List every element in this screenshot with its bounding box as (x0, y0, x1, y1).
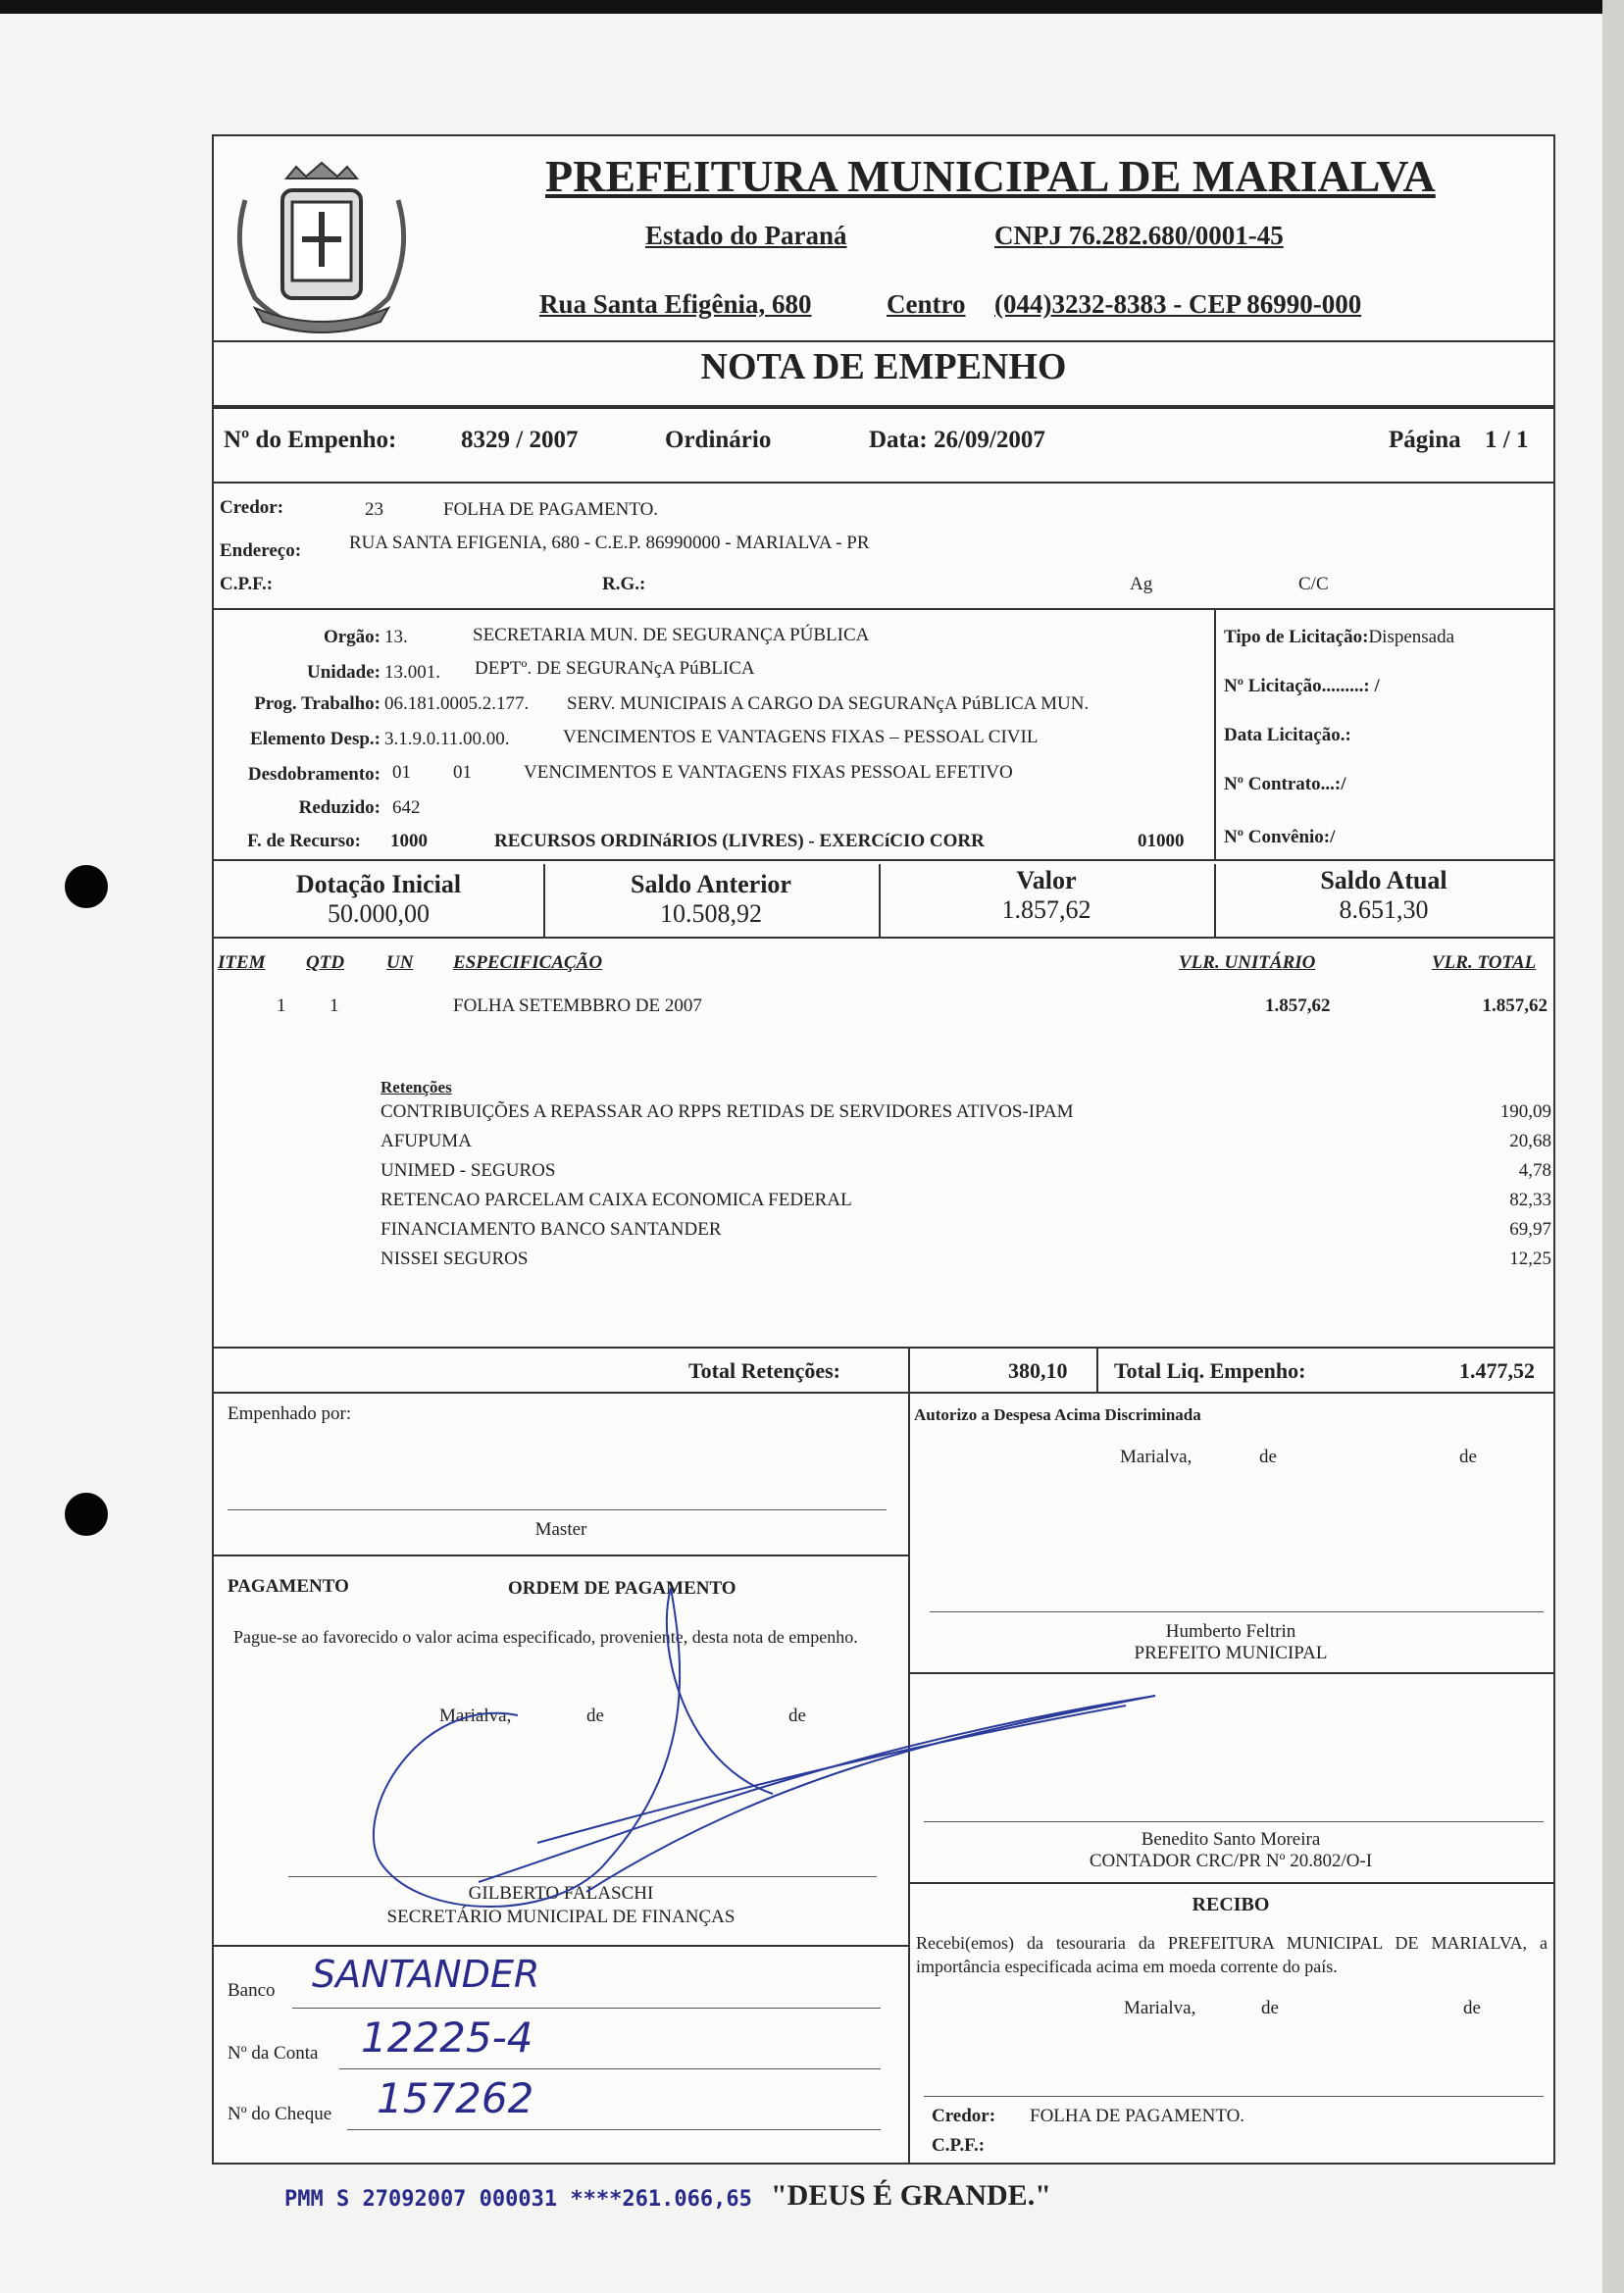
credor-code: 23 (365, 499, 383, 520)
contador-name: Benedito Santo Moreira (1141, 1829, 1321, 1850)
col-qtd: QTD (306, 952, 345, 973)
contador-cargo: CONTADOR CRC/PR Nº 20.802/O-I (1089, 1851, 1373, 1871)
divider (214, 1554, 908, 1556)
cpf-label: C.P.F.: (220, 574, 274, 594)
header-centro: Centro (887, 289, 966, 319)
divider (214, 340, 1553, 342)
autorizo-de: de (1459, 1447, 1477, 1467)
coat-of-arms-icon (226, 161, 418, 335)
desdob-label: Desdobramento: (247, 764, 381, 785)
credor-label: Credor: (220, 497, 284, 518)
empenhado-name: Master (534, 1519, 587, 1540)
col-vlr-total: VLR. TOTAL (1432, 952, 1537, 973)
pagamento-label: PAGAMENTO (228, 1576, 349, 1597)
endereco-value: RUA SANTA EFIGENIA, 680 - C.E.P. 86990000 - MARIALVA - PR (349, 533, 870, 553)
retencoes-title: Retenções (381, 1078, 452, 1096)
saldo-anterior-label: Saldo Anterior (631, 870, 791, 898)
total-liq-label: Total Liq. Empenho: (1114, 1358, 1306, 1383)
punch-hole (65, 1493, 108, 1536)
autorizo-title: Autorizo a Despesa Acima Discriminada (914, 1405, 1201, 1424)
total-retencoes-label: Total Retenções: (688, 1358, 840, 1383)
licitacao-data: Data Licitação.: (1224, 725, 1351, 745)
autorizo-local: Marialva, (1120, 1447, 1193, 1467)
valor (879, 866, 1214, 925)
input-line (292, 2008, 881, 2009)
list-item (381, 1156, 1551, 1186)
signature-scribble (361, 1568, 1165, 1921)
scan-border-top (0, 0, 1624, 14)
retencao-value: 4,78 (1518, 1160, 1551, 1181)
recurso-label: F. de Recurso: (247, 831, 361, 851)
prefeito-name: Humberto Feltrin (1165, 1621, 1296, 1642)
list-item (381, 1245, 1551, 1274)
recibo-credor-label: Credor: (932, 2106, 996, 2126)
recibo-de: de (1261, 1998, 1279, 2018)
cheque-handwritten: 157262 (377, 2074, 534, 2122)
divider (214, 859, 1553, 861)
divider (214, 405, 1553, 409)
col-vlr-unitario: VLR. UNITÁRIO (1179, 952, 1316, 973)
doc-title: NOTA DE EMPENHO (700, 346, 1067, 387)
pagamento-de: de (586, 1706, 604, 1726)
total-retencoes-value: 380,10 (1008, 1358, 1068, 1383)
list-item (381, 1097, 1551, 1127)
divider (1096, 1347, 1098, 1394)
divider (1214, 608, 1216, 859)
nota-de-empenho-form (212, 134, 1555, 2165)
scan-border-right (1602, 0, 1624, 2293)
empenho-label: Nº do Empenho: (224, 427, 397, 453)
input-line (347, 2129, 881, 2130)
dotacao-inicial-label: Dotação Inicial (295, 870, 462, 898)
licitacao-convenio: Nº Convênio:/ (1224, 827, 1336, 847)
elemento-code: 3.1.9.0.11.00.00. (384, 729, 510, 749)
prog-code: 06.181.0005.2.177. (384, 693, 530, 714)
licitacao-contrato: Nº Contrato...:/ (1224, 774, 1346, 794)
unidade-label: Unidade: (307, 662, 381, 683)
desdob-value: VENCIMENTOS E VANTAGENS FIXAS PESSOAL EFETIVO (524, 762, 1013, 783)
licitacao-numero: Nº Licitação.........: / (1224, 676, 1380, 696)
col-item: ITEM (218, 952, 266, 973)
col-especificacao: ESPECIFICAÇÃO (453, 952, 603, 973)
retencao-desc: RETENCAO PARCELAM CAIXA ECONOMICA FEDERAL (381, 1190, 852, 1210)
banco-label: Banco (228, 1980, 276, 2001)
cc-label: C/C (1298, 574, 1329, 594)
recibo-de: de (1463, 1998, 1481, 2018)
header-address: Rua Santa Efigênia, 680 (539, 289, 812, 319)
divider (214, 1392, 1553, 1394)
unidade-code: 13.001. (384, 662, 440, 683)
ag-label: Ag (1130, 574, 1153, 594)
list-item (381, 1215, 1551, 1245)
signature-line (924, 2096, 1544, 2097)
orgao-code: 13. (384, 627, 408, 647)
footer-stamp: PMM S 27092007 000031 ****261.066,65 (284, 2187, 752, 2212)
retencao-value: 190,09 (1499, 1101, 1551, 1122)
item-qtd: 1 (330, 995, 339, 1016)
retencao-value: 82,33 (1509, 1190, 1551, 1210)
retencao-desc: FINANCIAMENTO BANCO SANTANDER (381, 1219, 722, 1240)
saldo-atual-label: Saldo Atual (1320, 866, 1447, 894)
item-vlr-total: 1.857,62 (1482, 995, 1548, 1016)
punch-hole (65, 865, 108, 908)
divider (214, 1347, 1553, 1349)
empenho-tipo: Ordinário (665, 427, 772, 453)
recibo-local: Marialva, (1124, 1998, 1196, 2018)
saldo-anterior-value: 10.508,92 (660, 899, 762, 928)
header-cnpj: CNPJ 76.282.680/0001-45 (994, 221, 1284, 250)
recibo-credor-value: FOLHA DE PAGAMENTO. (1030, 2106, 1245, 2126)
retencao-value: 20,68 (1509, 1131, 1551, 1151)
list-item (381, 1186, 1551, 1215)
empenho-number: 8329 / 2007 (461, 427, 579, 453)
pagina-value: 1 / 1 (1485, 427, 1529, 453)
elemento-value: VENCIMENTOS E VANTAGENS FIXAS – PESSOAL CIVIL (563, 727, 1039, 747)
reduzido-label: Reduzido: (298, 797, 381, 818)
header-phone-cep: (044)3232-8383 - CEP 86990-000 (994, 289, 1362, 319)
saldo-atual-value: 8.651,30 (1339, 895, 1429, 924)
valor-label: Valor (1016, 866, 1077, 894)
divider (214, 1945, 908, 1947)
item-number: 1 (277, 995, 286, 1016)
conta-label: Nº da Conta (228, 2043, 319, 2064)
desdob-a: 01 (392, 762, 411, 783)
dotacao-inicial-value: 50.000,00 (328, 899, 430, 928)
retencao-value: 12,25 (1509, 1248, 1551, 1269)
retencao-desc: CONTRIBUIÇÕES A REPASSAR AO RPPS RETIDAS DE SERVIDORES ATIVOS-IPAM (381, 1101, 1074, 1122)
footer-motto: "DEUS É GRANDE." (771, 2179, 1051, 2212)
desdob-b: 01 (453, 762, 472, 783)
pagamento-de: de (788, 1706, 806, 1726)
tipo-licitacao-value: Dispensada (1368, 627, 1455, 647)
empenho-data: Data: 26/09/2007 (869, 427, 1045, 453)
credor-name: FOLHA DE PAGAMENTO. (443, 499, 659, 520)
saldo-atual (1214, 866, 1553, 925)
tipo-licitacao-label: Tipo de Licitação: (1224, 627, 1369, 647)
rg-label: R.G.: (602, 574, 646, 594)
prefeito-cargo: PREFEITO MUNICIPAL (1134, 1643, 1328, 1663)
col-un: UN (386, 952, 414, 973)
pagamento-text: Pague-se ao favorecido o valor acima especificado, proveniente, desta nota de empenho. (233, 1627, 858, 1647)
header-estado: Estado do Paraná (645, 221, 847, 250)
divider (214, 482, 1553, 484)
retencao-value: 69,97 (1509, 1219, 1551, 1240)
divider (214, 937, 1553, 939)
secretario-name: GILBERTO FALASCHI (468, 1883, 654, 1904)
recibo-cpf-label: C.P.F.: (932, 2135, 986, 2156)
recibo-text: Recebi(emos) da tesouraria da PREFEITURA MUNICIPAL DE MARIALVA, a importância especificada acima em moeda corrente do país. (916, 1933, 1548, 1976)
retencao-desc: NISSEI SEGUROS (381, 1248, 529, 1269)
signature-line (228, 1509, 887, 1510)
retencoes-list (381, 1097, 1551, 1274)
elemento-label: Elemento Desp.: (250, 729, 381, 749)
pagamento-local: Marialva, (439, 1706, 512, 1726)
divider (908, 1347, 910, 1394)
recibo-title: RECIBO (1192, 1894, 1270, 1915)
autorizo-de: de (1259, 1447, 1277, 1467)
retencao-desc: UNIMED - SEGUROS (381, 1160, 556, 1181)
header-title: PREFEITURA MUNICIPAL DE MARIALVA (545, 151, 1436, 201)
recurso-value: RECURSOS ORDINáRIOS (LIVRES) - EXERCíCIO CORR (494, 831, 985, 851)
orgao-value: SECRETARIA MUN. DE SEGURANÇA PÚBLICA (473, 625, 870, 645)
cheque-label: Nº do Cheque (228, 2104, 332, 2124)
recurso-num: 01000 (1138, 831, 1185, 851)
conta-handwritten: 12225-4 (361, 2013, 533, 2062)
dotacao-inicial (214, 870, 543, 929)
reduzido-value: 642 (392, 797, 421, 818)
valor-value: 1.857,62 (1001, 895, 1091, 924)
banco-handwritten: SANTANDER (312, 1953, 540, 1996)
ordem-pagamento-title: ORDEM DE PAGAMENTO (508, 1578, 736, 1599)
endereco-label: Endereço: (220, 540, 302, 561)
secretario-cargo: SECRETÁRIO MUNICIPAL DE FINANÇAS (386, 1907, 736, 1927)
prog-value: SERV. MUNICIPAIS A CARGO DA SEGURANçA PúBLICA MUN. (567, 693, 1090, 714)
prog-label: Prog. Trabalho: (254, 693, 381, 714)
input-line (339, 2068, 881, 2069)
pagina-label: Página (1389, 427, 1461, 453)
recurso-code: 1000 (390, 831, 428, 851)
retencao-desc: AFUPUMA (381, 1131, 472, 1151)
item-especificacao: FOLHA SETEMBBRO DE 2007 (453, 995, 702, 1016)
divider (214, 608, 1553, 610)
list-item (381, 1127, 1551, 1156)
total-liq-value: 1.477,52 (1459, 1358, 1535, 1383)
empenhado-label: Empenhado por: (228, 1403, 352, 1424)
unidade-value: DEPTº. DE SEGURANçA PúBLICA (475, 658, 755, 679)
item-vlr-unitario: 1.857,62 (1265, 995, 1331, 1016)
orgao-label: Orgão: (323, 627, 381, 647)
saldo-anterior (543, 870, 879, 929)
